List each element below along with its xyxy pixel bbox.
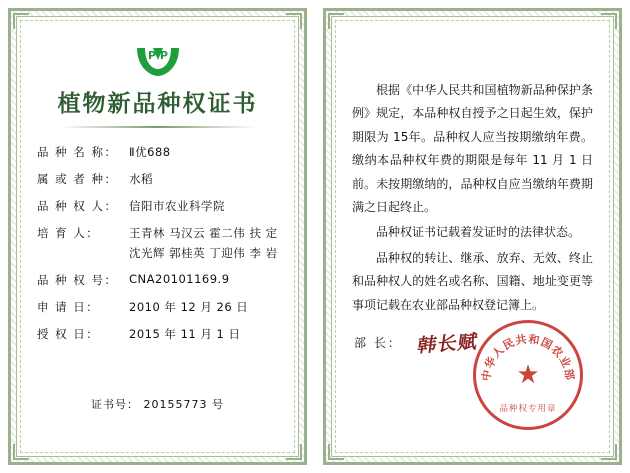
legal-paragraph-2: 品种权证书记载着发证时的法律状态。 — [376, 225, 581, 240]
field-label: 申 请 日： — [37, 300, 100, 314]
field-row-rights-number — [37, 272, 278, 288]
field-row-genus-species — [37, 171, 278, 187]
certificate-title: 植物新品种权证书 — [57, 90, 258, 117]
right-page-content — [335, 20, 610, 453]
field-value: 2010 年 12 月 26 日 — [129, 300, 249, 314]
field-row-application-date — [37, 299, 278, 315]
svg-text:P P: P P — [147, 49, 168, 62]
left-page-content — [20, 20, 295, 453]
field-value: 水稻 — [129, 172, 153, 186]
field-value — [129, 225, 278, 261]
seal-star-icon: ★ — [516, 360, 540, 390]
right-page-border — [323, 8, 622, 465]
minister-signature-row — [354, 329, 478, 356]
seal-bottom-text: 品种权专用章 — [499, 404, 557, 414]
seal-top-text-path: 中华人民共和国农业部 — [479, 332, 577, 382]
field-row-grant-date — [37, 326, 278, 342]
field-label: 品 种 权 人： — [37, 199, 118, 213]
legal-text-block — [346, 79, 599, 317]
breeders-line-2: 沈光辉 郭桂英 丁迎伟 李 岩 — [129, 246, 278, 260]
left-page-border — [8, 8, 307, 465]
left-page-border-mid — [16, 16, 299, 457]
field-label: 授 权 日： — [37, 327, 100, 341]
field-label: 品 种 名 称： — [37, 145, 118, 159]
legal-paragraph-1: 根据《中华人民共和国植物新品种保护条例》规定，本品种权自授予之日起生效，保护期限为 15年。品种权人应当按期缴纳年费。缴纳本品种权年费的期限是每年 11 月 1 日前。未按期缴纳的，品种权自应当缴纳年费期满之日起终止。 — [352, 83, 593, 214]
field-label: 属 或 者 种： — [37, 172, 118, 186]
certificate-fields — [37, 144, 278, 342]
field-value: CNA20101169.9 — [129, 272, 230, 286]
certificate-right-page — [315, 0, 630, 473]
legal-paragraph-3: 品种权的转让、继承、放弃、无效、终止和品种权人的姓名或名称、国籍、地址变更等事项记载在农业部品种权登记簿上。 — [352, 250, 593, 312]
field-row-breeders — [37, 225, 278, 261]
pvp-logo-icon — [131, 45, 185, 79]
certificate-number: 证书号： 20155773 号 — [91, 398, 224, 411]
field-value: Ⅱ优688 — [129, 145, 171, 159]
official-seal — [473, 320, 583, 430]
logo-container — [31, 45, 284, 79]
field-label: 品 种 权 号： — [37, 273, 118, 287]
field-row-rights-holder — [37, 198, 278, 214]
title-divider — [59, 126, 256, 128]
minister-label: 部 长： — [354, 336, 402, 350]
right-page-border-mid — [331, 16, 614, 457]
field-value: 信阳市农业科学院 — [129, 199, 225, 213]
field-row-variety-name — [37, 144, 278, 160]
field-label: 培 育 人： — [37, 226, 100, 240]
minister-signature: 韩长赋 — [415, 330, 480, 358]
field-value: 2015 年 11 月 1 日 — [129, 327, 241, 341]
breeders-line-1: 王青林 马汉云 霍二伟 扶 定 — [129, 226, 278, 240]
